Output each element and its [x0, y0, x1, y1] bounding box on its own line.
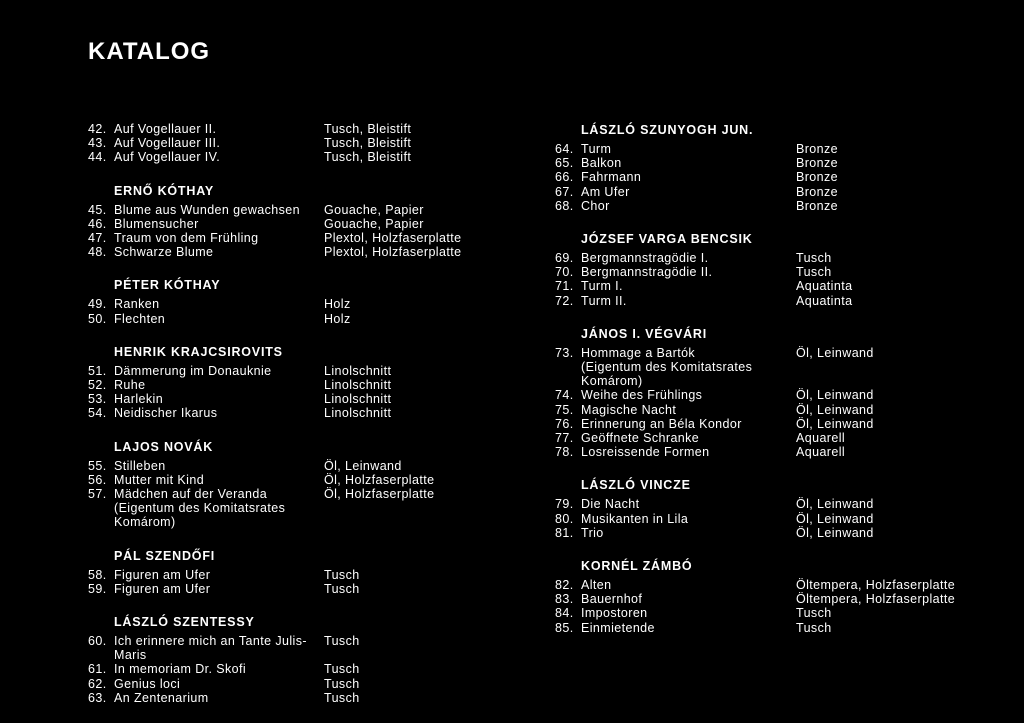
entry-title-text: Chor — [581, 198, 610, 213]
entry-title-text: Mutter mit Kind — [114, 472, 205, 487]
entry-title — [114, 312, 324, 326]
entry-medium: Plextol, Holzfaserplatte — [324, 231, 462, 246]
entry-number: 49. — [88, 297, 107, 312]
entry-title — [114, 487, 324, 530]
entry-medium: Tusch, Bleistift — [324, 136, 412, 151]
entry-title — [581, 346, 796, 389]
catalog-entry — [88, 662, 488, 676]
entry-number: 45. — [88, 202, 107, 217]
entry-title-text: In memoriam Dr. Skofi — [114, 662, 247, 677]
entry-title-text: Ruhe — [114, 378, 146, 393]
entry-ownership-note: (Eigentum des Komitatsrates Komárom) — [581, 360, 753, 389]
entry-title-text: Schwarze Blume — [114, 245, 214, 260]
catalog-entry — [555, 445, 985, 459]
entry-medium: Bronze — [796, 170, 839, 185]
entry-number: 48. — [88, 245, 107, 260]
entry-title — [581, 445, 796, 459]
entry-title-text: Genius loci — [114, 676, 181, 691]
catalog-entry — [88, 392, 488, 406]
catalog-entry — [555, 265, 985, 279]
entry-title — [581, 592, 796, 606]
entry-number: 62. — [88, 676, 107, 691]
entry-number: 65. — [555, 156, 574, 171]
entry-number: 61. — [88, 662, 107, 677]
entry-title — [581, 606, 796, 620]
entry-title-text: Dämmerung im Donauknie — [114, 363, 272, 378]
catalog-section — [88, 548, 488, 596]
catalog-entry — [555, 621, 985, 635]
catalog-entry — [88, 297, 488, 311]
entry-title-text: Bergmannstragödie II. — [581, 265, 713, 280]
entry-medium: Holz — [324, 311, 351, 326]
entry-title-text: Stilleben — [114, 458, 166, 473]
entry-title — [114, 582, 324, 596]
entry-medium: Öl, Leinwand — [796, 511, 874, 526]
entry-title — [114, 150, 324, 164]
catalog-column-left — [88, 122, 488, 723]
entry-title-text: Traum von dem Frühling — [114, 231, 259, 246]
entry-title — [581, 170, 796, 184]
catalog-entry — [555, 156, 985, 170]
entry-title-text: An Zentenarium — [114, 690, 209, 705]
entry-medium: Tusch — [324, 662, 360, 677]
entry-title-text: Losreissende Formen — [581, 445, 710, 460]
catalog-entry — [88, 245, 488, 259]
catalog-entry — [555, 431, 985, 445]
catalog-section — [88, 277, 488, 325]
catalog-entry — [555, 417, 985, 431]
entry-title — [581, 142, 796, 156]
entry-medium: Tusch — [324, 634, 360, 649]
entry-title-text: Auf Vogellauer IV. — [114, 150, 221, 165]
entry-title — [581, 265, 796, 279]
entry-medium: Öl, Leinwand — [796, 345, 874, 360]
catalog-entry — [555, 251, 985, 265]
entry-title — [114, 459, 324, 473]
catalog-section — [555, 122, 985, 213]
entry-number: 44. — [88, 150, 107, 165]
catalog-entry — [88, 459, 488, 473]
entry-title — [114, 203, 324, 217]
entry-number: 74. — [555, 388, 574, 403]
entry-title — [581, 388, 796, 402]
entry-title — [114, 568, 324, 582]
catalog-entry — [88, 136, 488, 150]
entry-number: 75. — [555, 402, 574, 417]
catalog-section — [88, 439, 488, 530]
entry-medium: Plextol, Holzfaserplatte — [324, 245, 462, 260]
entry-title — [581, 621, 796, 635]
entry-medium: Öltempera, Holzfaserplatte — [796, 592, 956, 607]
entry-number: 50. — [88, 311, 107, 326]
entry-number: 55. — [88, 458, 107, 473]
catalog-column-right — [555, 122, 985, 653]
entry-title-text: Blume aus Wunden gewachsen — [114, 202, 300, 217]
entry-title — [114, 406, 324, 420]
entry-title — [114, 245, 324, 259]
entry-title — [581, 512, 796, 526]
entry-title-text: Figuren am Ufer — [114, 581, 211, 596]
entry-medium: Linolschnitt — [324, 392, 392, 407]
artist-name: JÁNOS I. VÉGVÁRI — [581, 326, 708, 341]
catalog-entry — [88, 203, 488, 217]
entry-medium: Öl, Leinwand — [796, 416, 874, 431]
entry-medium: Tusch — [796, 265, 832, 280]
entry-medium: Linolschnitt — [324, 378, 392, 393]
entry-title-text: Trio — [581, 525, 604, 540]
entry-medium: Gouache, Papier — [324, 216, 424, 231]
catalog-entry — [555, 142, 985, 156]
entry-number: 82. — [555, 578, 574, 593]
entry-title-text: Bauernhof — [581, 592, 643, 607]
entry-medium: Tusch — [324, 690, 360, 705]
catalog-entry — [555, 578, 985, 592]
catalog-entry — [88, 634, 488, 662]
entry-medium: Bronze — [796, 156, 839, 171]
entry-number: 76. — [555, 416, 574, 431]
entry-number: 83. — [555, 592, 574, 607]
catalog-entry — [88, 378, 488, 392]
entry-medium: Öl, Holzfaserplatte — [324, 472, 435, 487]
catalog-entry — [88, 150, 488, 164]
entry-title-text: Die Nacht — [581, 497, 640, 512]
entry-title-text: Musikanten in Lila — [581, 511, 689, 526]
entry-title-text: Figuren am Ufer — [114, 567, 211, 582]
catalog-entry — [555, 294, 985, 308]
entry-title — [581, 497, 796, 511]
catalog-entry — [555, 185, 985, 199]
artist-name: HENRIK KRAJCSIROVITS — [114, 344, 283, 359]
entry-title-text: Geöffnete Schranke — [581, 431, 700, 446]
entry-title-text: Auf Vogellauer III. — [114, 136, 221, 151]
entry-title-text: Erinnerung an Béla Kondor — [581, 416, 742, 431]
entry-title-text: Impostoren — [581, 606, 648, 621]
entry-title-text: Alten — [581, 578, 612, 593]
catalog-section — [555, 558, 985, 635]
entry-title — [114, 634, 324, 662]
entry-medium: Aquatinta — [796, 293, 853, 308]
entry-medium: Aquarell — [796, 445, 846, 460]
catalog-entry — [88, 677, 488, 691]
entry-number: 70. — [555, 265, 574, 280]
entry-title-text: Ranken — [114, 297, 160, 312]
entry-number: 42. — [88, 122, 107, 136]
entry-number: 56. — [88, 472, 107, 487]
entry-number: 47. — [88, 231, 107, 246]
catalog-section — [555, 326, 985, 460]
entry-medium: Gouache, Papier — [324, 202, 424, 217]
catalog-entry — [555, 497, 985, 511]
entry-number: 81. — [555, 525, 574, 540]
artist-name: LÁSZLÓ VINCZE — [581, 478, 691, 493]
entry-ownership-note: (Eigentum des Komitatsrates Komárom) — [114, 501, 286, 530]
entry-title — [114, 364, 324, 378]
artist-name: LÁSZLÓ SZUNYOGH JUN. — [581, 123, 754, 137]
entry-title — [114, 691, 324, 705]
entry-medium: Bronze — [796, 184, 839, 199]
entry-medium: Öltempera, Holzfaserplatte — [796, 578, 956, 593]
entry-medium: Linolschnitt — [324, 363, 392, 378]
entry-number: 72. — [555, 293, 574, 308]
entry-title-text: Weihe des Frühlings — [581, 388, 703, 403]
entry-number: 69. — [555, 251, 574, 266]
entry-number: 71. — [555, 279, 574, 294]
entry-title-text: Flechten — [114, 311, 166, 326]
catalog-entry — [88, 122, 488, 136]
entry-number: 79. — [555, 497, 574, 512]
catalog-entry — [88, 312, 488, 326]
entry-title — [114, 378, 324, 392]
entry-number: 77. — [555, 431, 574, 446]
entry-number: 57. — [88, 487, 107, 502]
catalog-entry — [88, 691, 488, 705]
entry-title-text: Bergmannstragödie I. — [581, 251, 709, 266]
artist-name: LÁSZLÓ SZENTESSY — [114, 615, 255, 630]
entry-title — [114, 297, 324, 311]
catalog-section — [88, 344, 488, 421]
entry-number: 53. — [88, 392, 107, 407]
entry-number: 59. — [88, 581, 107, 596]
entry-medium: Tusch, Bleistift — [324, 150, 412, 165]
entry-number: 58. — [88, 567, 107, 582]
entry-title-text: Turm I. — [581, 279, 623, 294]
entry-title-text: Neidischer Ikarus — [114, 406, 218, 421]
catalog-entry — [88, 406, 488, 420]
entry-title — [114, 677, 324, 691]
catalog-section — [555, 231, 985, 308]
entry-title — [581, 251, 796, 265]
entry-title — [114, 231, 324, 245]
entry-title — [581, 279, 796, 293]
catalog-entry — [555, 403, 985, 417]
entry-number: 66. — [555, 170, 574, 185]
entry-number: 73. — [555, 345, 574, 360]
catalog-section — [88, 183, 488, 260]
entry-title — [114, 217, 324, 231]
entry-medium: Öl, Leinwand — [796, 402, 874, 417]
entry-number: 67. — [555, 184, 574, 199]
catalog-entry — [555, 526, 985, 540]
entry-title-text: Auf Vogellauer II. — [114, 122, 217, 136]
catalog-entry — [88, 231, 488, 245]
entry-medium: Öl, Leinwand — [796, 388, 874, 403]
entry-medium: Öl, Leinwand — [796, 497, 874, 512]
entry-number: 51. — [88, 363, 107, 378]
page-title: KATALOG — [88, 38, 211, 65]
entry-title-text: Turm II. — [581, 293, 627, 308]
entry-number: 78. — [555, 445, 574, 460]
catalog-entry — [88, 487, 488, 530]
entry-number: 85. — [555, 620, 574, 635]
entry-title — [581, 417, 796, 431]
entry-number: 60. — [88, 634, 107, 649]
catalog-entry — [88, 364, 488, 378]
catalog-entry — [88, 473, 488, 487]
entry-number: 68. — [555, 198, 574, 213]
entry-number: 80. — [555, 511, 574, 526]
entry-title — [581, 185, 796, 199]
entry-title — [581, 156, 796, 170]
entry-title — [581, 578, 796, 592]
catalog-entry — [555, 170, 985, 184]
entry-medium: Bronze — [796, 198, 839, 213]
catalog-entry — [555, 279, 985, 293]
entry-medium: Aquarell — [796, 431, 846, 446]
artist-name: LAJOS NOVÁK — [114, 439, 214, 454]
entry-medium: Tusch — [796, 606, 832, 621]
entry-title-text: Mädchen auf der Veranda — [114, 487, 268, 502]
entry-number: 84. — [555, 606, 574, 621]
entry-title-text: Einmietende — [581, 620, 655, 635]
entry-number: 64. — [555, 142, 574, 156]
entry-medium: Tusch — [324, 567, 360, 582]
entry-title — [114, 136, 324, 150]
entry-title — [581, 431, 796, 445]
entry-number: 63. — [88, 690, 107, 705]
entry-title — [114, 473, 324, 487]
entry-title-text: Ich erinnere mich an Tante Julis-Maris — [114, 634, 307, 663]
entry-medium: Tusch — [796, 251, 832, 266]
entry-medium: Öl, Leinwand — [796, 525, 874, 540]
entry-medium: Tusch, Bleistift — [324, 122, 412, 136]
entry-medium: Öl, Leinwand — [324, 458, 402, 473]
entry-title-text: Blumensucher — [114, 216, 199, 231]
catalog-section — [555, 477, 985, 540]
entry-medium: Holz — [324, 297, 351, 312]
entry-number: 52. — [88, 378, 107, 393]
entry-title-text: Am Ufer — [581, 184, 630, 199]
entry-title-text: Hommage a Bartók — [581, 345, 696, 360]
entry-title-text: Harlekin — [114, 392, 164, 407]
artist-name: PÁL SZENDŐFI — [114, 548, 216, 563]
entry-medium: Tusch — [324, 676, 360, 691]
entry-title-text: Balkon — [581, 156, 622, 171]
catalog-entry — [555, 592, 985, 606]
entry-medium: Tusch — [324, 581, 360, 596]
artist-name: JÓZSEF VARGA BENCSIK — [581, 232, 753, 247]
catalog-entry — [555, 512, 985, 526]
entry-medium: Linolschnitt — [324, 406, 392, 421]
artist-name: PÉTER KÓTHAY — [114, 278, 221, 293]
entry-medium: Aquatinta — [796, 279, 853, 294]
entry-number: 43. — [88, 136, 107, 151]
catalog-section — [88, 122, 488, 165]
catalog-entry — [88, 568, 488, 582]
entry-number: 46. — [88, 216, 107, 231]
catalog-entry — [555, 388, 985, 402]
entry-title — [581, 526, 796, 540]
entry-medium: Tusch — [796, 620, 832, 635]
entry-medium: Bronze — [796, 142, 839, 156]
artist-name: ERNŐ KÓTHAY — [114, 183, 215, 198]
catalog-entry — [555, 199, 985, 213]
entry-title — [581, 403, 796, 417]
entry-title — [114, 122, 324, 136]
entry-title — [114, 662, 324, 676]
entry-title — [581, 294, 796, 308]
catalog-section — [88, 614, 488, 705]
artist-name: KORNÉL ZÁMBÓ — [581, 559, 693, 574]
entry-title-text: Fahrmann — [581, 170, 642, 185]
entry-title-text: Magische Nacht — [581, 402, 677, 417]
entry-medium: Öl, Holzfaserplatte — [324, 487, 435, 502]
catalog-entry — [88, 582, 488, 596]
entry-title — [581, 199, 796, 213]
entry-title — [114, 392, 324, 406]
catalog-entry — [555, 606, 985, 620]
entry-number: 54. — [88, 406, 107, 421]
catalog-entry — [88, 217, 488, 231]
entry-title-text: Turm — [581, 142, 612, 156]
catalog-entry — [555, 346, 985, 389]
